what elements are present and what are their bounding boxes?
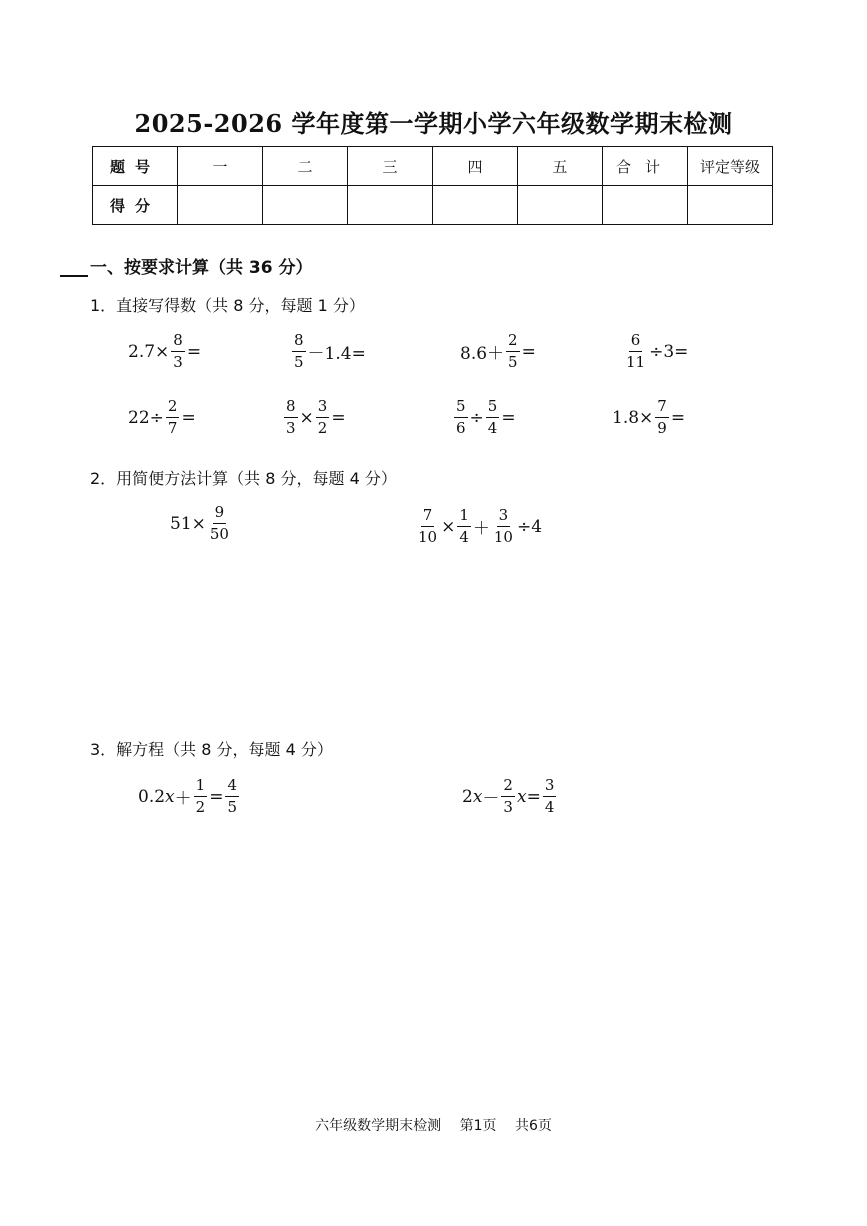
fraction (208, 505, 231, 542)
header-cell-total: 合计 (603, 147, 688, 186)
numerator: 7 (655, 399, 669, 418)
q2-expression-1 (170, 505, 233, 542)
numerator: 7 (421, 508, 435, 527)
denominator: 4 (544, 798, 555, 816)
fraction (171, 333, 185, 370)
operator: － (482, 789, 500, 809)
fraction (655, 399, 669, 436)
fraction (492, 508, 515, 545)
q2-e2-tail: ÷4 (516, 516, 543, 537)
equals: = (209, 786, 224, 807)
variable: x (516, 786, 527, 807)
equals: = (526, 786, 541, 807)
exam-title: 2025-2026 学年度第一学期小学六年级数学期末检测 (134, 109, 733, 138)
denominator: 5 (294, 353, 304, 371)
denominator: 3 (173, 353, 183, 371)
equals: = (331, 407, 346, 428)
operator: ÷ (469, 407, 484, 428)
numerator: 8 (292, 333, 306, 352)
denominator: 3 (286, 419, 296, 437)
score-cell[interactable] (603, 186, 688, 225)
q1-item-3 (460, 333, 536, 370)
q1-item-4 (622, 333, 688, 370)
coefficient: 0.2 (138, 786, 166, 807)
q1-item-4-suffix: ÷3= (649, 341, 689, 362)
variable: x (472, 786, 483, 807)
score-blank[interactable] (60, 275, 88, 277)
fraction (316, 399, 330, 436)
q1-item-3-suffix: = (521, 341, 536, 362)
denominator: 5 (508, 353, 518, 371)
denominator: 2 (195, 798, 206, 816)
numerator: 1 (194, 778, 208, 797)
fraction (166, 399, 180, 436)
numerator: 9 (213, 505, 227, 524)
q3-equation-2 (462, 778, 558, 815)
fraction (225, 778, 239, 815)
q1-item-5-prefix: 22÷ (128, 407, 164, 428)
denominator: 9 (657, 419, 667, 437)
q1-item-7 (452, 399, 516, 436)
denominator: 10 (493, 528, 513, 546)
q1-item-2 (290, 333, 366, 370)
q1-item-6 (282, 399, 346, 436)
numerator: 8 (171, 333, 185, 352)
fraction (543, 778, 557, 815)
numerator: 3 (316, 399, 330, 418)
question-1-label: 1．直接写得数（共 8 分，每题 1 分） (90, 296, 365, 315)
coefficient: 2 (462, 786, 473, 807)
score-cell[interactable] (433, 186, 518, 225)
header-cell-3: 三 (348, 147, 433, 186)
q1-item-8 (612, 399, 685, 436)
numerator: 6 (629, 333, 643, 352)
equals: = (501, 407, 516, 428)
numerator: 8 (284, 399, 298, 418)
denominator: 7 (167, 419, 178, 437)
score-table-header-row (93, 147, 773, 186)
fraction (416, 508, 439, 545)
q1-item-8-suffix: = (670, 407, 686, 428)
question-3-label: 3．解方程（共 8 分，每题 4 分） (90, 740, 333, 759)
score-cell[interactable] (263, 186, 348, 225)
q2-expression-2 (414, 508, 542, 545)
numerator: 2 (166, 399, 180, 418)
fraction (624, 333, 647, 370)
header-cell-2: 二 (263, 147, 348, 186)
fraction (486, 399, 500, 436)
numerator: 5 (486, 399, 500, 418)
numerator: 1 (457, 508, 471, 527)
q1-item-2-suffix: －1.4= (307, 344, 366, 364)
denominator: 10 (418, 528, 438, 546)
q1-item-1 (128, 333, 201, 370)
score-table-score-row (93, 186, 773, 225)
numerator: 2 (506, 333, 520, 352)
score-table (92, 146, 773, 225)
question-2-label: 2．用简便方法计算（共 8 分，每题 4 分） (90, 469, 397, 488)
operator: ＋ (174, 789, 192, 809)
numerator: 4 (225, 778, 239, 797)
fraction (292, 333, 306, 370)
denominator: 50 (209, 525, 229, 543)
q1-item-5-suffix: = (181, 407, 196, 428)
fraction (194, 778, 208, 815)
fraction (506, 333, 520, 370)
header-cell-4: 四 (433, 147, 518, 186)
q1-item-1-prefix: 2.7× (128, 341, 170, 362)
q1-item-5 (128, 399, 196, 436)
q1-item-1-suffix: = (186, 341, 202, 362)
operator: ＋ (472, 519, 490, 539)
score-cell[interactable] (688, 186, 773, 225)
score-cell[interactable] (348, 186, 433, 225)
denominator: 11 (626, 353, 646, 371)
denominator: 3 (503, 798, 513, 816)
denominator: 5 (227, 798, 237, 816)
q2-e1-prefix: 51× (170, 513, 206, 534)
section-1-title: 一、按要求计算（共 36 分） (90, 258, 313, 278)
header-cell-1: 一 (178, 147, 263, 186)
fraction (501, 778, 515, 815)
numerator: 3 (497, 508, 511, 527)
section-1-heading (60, 253, 313, 278)
numerator: 3 (543, 778, 557, 797)
denominator: 4 (459, 528, 469, 546)
variable: x (165, 786, 175, 807)
q1-item-8-prefix: 1.8× (612, 407, 654, 428)
q3-equation-1 (138, 778, 241, 815)
numerator: 5 (454, 399, 468, 418)
fraction (457, 508, 471, 545)
operator: × (441, 516, 456, 537)
page-footer: 六年级数学期末检测 第1页 共6页 (315, 1118, 552, 1134)
score-row-label: 得分 (93, 186, 178, 225)
denominator: 6 (456, 419, 466, 437)
fraction (454, 399, 468, 436)
score-cell[interactable] (178, 186, 263, 225)
q1-item-3-prefix: 8.6＋ (460, 344, 505, 364)
score-cell[interactable] (518, 186, 603, 225)
fraction (284, 399, 298, 436)
numerator: 2 (501, 778, 515, 797)
header-cell-grade: 评定等级 (688, 147, 773, 186)
header-cell-5: 五 (518, 147, 603, 186)
header-cell-question-number: 题号 (93, 147, 178, 186)
denominator: 2 (317, 419, 328, 437)
operator: × (299, 407, 314, 428)
denominator: 4 (487, 419, 498, 437)
